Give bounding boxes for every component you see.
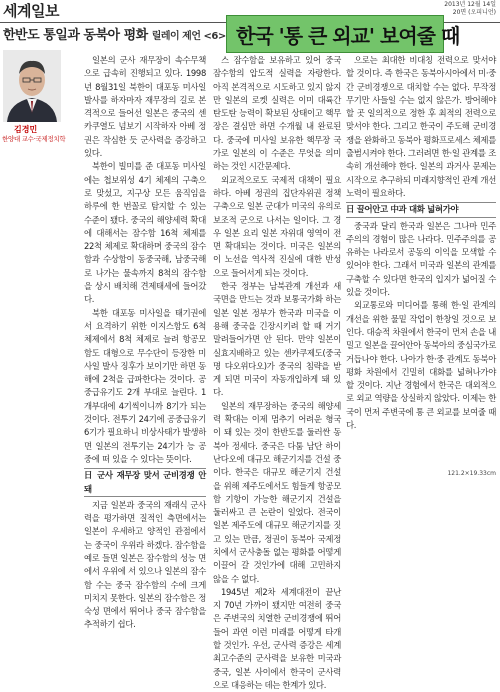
subheading-2: 日 끌어안고 中과 대화 넓혀가야 [346, 202, 496, 217]
author-photo [3, 50, 61, 122]
headline: 한국 '통 큰 외교' 보여줄 때 [236, 24, 460, 48]
paragraph: 북한 대포동 미사일을 태기권에서 요격하기 위한 이지스함도 6척 체제에서 8척 체제로 늘려 항공모함도 대형으로 무수단이 등장한 미사일 발사 징후가 보이기만 하면 동해에 2척을 급파한다는 것이다. 공중급유기도 2개 부대로 늘린다. 1개부대에 4기씩이니까 8기가 되는 것이다. 전투기 24기에 공중급유기 6기가 필요하니 비상사태가 발생하면 일본의 전투기는 24기가 능 공중에 떠 있을 수 있다는 뜻이다. [84, 307, 206, 464]
article-column-3 [346, 54, 496, 432]
series-title-text: 한반도 통일과 동북아 평화 [3, 28, 148, 43]
article-column-2 [213, 54, 341, 692]
series-relay-label: 릴레이 제언 <6> [151, 31, 226, 42]
subheading-1: 日 군사 재무장 맞서 군비경쟁 안돼 [84, 468, 206, 497]
paragraph: 한국 정부는 남북관계 개선과 새 국면을 만드는 것과 보통국가화 하는 일본 일본 정부가 한국과 미국을 이용해 중국을 긴장시키려 할 때 거기 말려들어가면 안 된다. 만약 일본이 실효지배하고 있는 센카쿠제도(중국명 댜오위다오)가 중국의 침략을 받게 되면 미국이 자동개입하게 돼 있다. [213, 281, 341, 398]
paragraph: 중국과 달리 한국과 일본은 그나마 민주주의의 경험이 많은 나라다. 민주주의를 공유하는 나라로서 공동의 이익을 모색할 수 있어야 한다. 그래서 미국과 일본의 관계를 구축할 수 있다면 한국의 입지가 넓어질 수 있을 것이다. [346, 220, 496, 298]
newspaper-masthead: 세계일보 [3, 2, 59, 20]
author-portrait-icon [3, 50, 61, 122]
author-affiliation: 한양대 교수·국제정치학 [2, 135, 66, 143]
paragraph: 으로는 최대한 비대칭 전력으로 맞서야 할 것이다. 즉 한국은 동북아시아에서 미·중 간 군비경쟁으로 대치할 수는 없다. 무작정 무기만 사들일 수는 없지 않은가. 방어해야 할 곳 일의적으로 정한 후 최적의 전력으로 맞서야 한다. 그리고 한국이 주도해 군비경쟁을 완화하고 동북아 평화프로세스 체제를 출범시켜야 한다. 그러려면 한·일 관계를 조속히 개선해야 한다. 일본의 과거사 문제는 시작으로 추구하되 미래지향적인 관계 개선 노력이 필요하다. [346, 55, 496, 198]
clipping-size-note: 121.2×19.33cm [447, 470, 496, 477]
paragraph: 지금 일본과 중국의 재래식 군사력을 평가하면 질적인 측면에서는 일본이 우세하고 양적인 관점에서는 중국이 우위라 하겠다. 잠수함을 예로 들면 일본은 잠수함의 성능 면에서 우위에 서 있으나 일본의 잠수함 수는 중국 잠수함의 수에 크게 미치지 못한다. 일본의 잠수함은 정숙성 면에서 뛰어나 중국 잠수함을 추적하기 쉽다. [84, 499, 206, 630]
paragraph: 일본의 재무장하는 중국의 해양세력 확대는 이제 멈추기 어려운 형국이 돼 있는 것이 한반도를 둘러싼 동북아 정세다. 중국은 다툼 남단 하이난다오에 대규모 해군기지를 건설 중이다. 한국은 대규모 해군기지 건설을 위해 제주도에서도 힘들게 항공모함 기항이 가능한 해군기지 건설을 둘러싸고 큰 논란이 일었다. 전국이 일본 제주도에 대규모 해군기지를 짓고 있는 만큼, 정권이 동북아 국제정치에서 군사충돌 없는 평화를 어떻게 이끌어 갈 것인가에 대해 고민하지 않을 수 없다. [213, 400, 341, 584]
paragraph: 외교통로와 미디어를 통해 한·일 관계의 개선을 위한 물밑 작업이 한창일 것으로 보인다. 대승적 차원에서 한국이 먼저 손을 내밀고 일본을 끌어안아 동북아의 중심국가로 거듭나야 한다. 나아가 한·중 관계도 동북아 평화 차원에서 긴밀히 대화를 넓혀나가야 할 것이다. 지난 경험에서 한국은 대외적으로 외교 역량을 상실하지 않았다. 이제는 한국이 먼저 주변국에 통 큰 외교를 보여줄 때다. [346, 300, 496, 431]
date-line-1: 2013년 12월 14일 [444, 1, 496, 8]
author-name: 김경민 [14, 125, 38, 134]
date-line-2: 20면 (오피니언) [452, 9, 496, 16]
paragraph: 외교적으로도 국제적 대책이 필요하다. 아베 정권의 집단자위권 정책 구축으로 일본 군대가 미국의 유의로 보조적 군으로 나서는 일이다. 그 경우 일본 요리 일본 자위대 영역이 전면 확대되는 것이다. 미국은 일본의 이 노선을 역사적 진실에 대한 반성으로 들어서게 되는 것이다. [213, 174, 341, 278]
series-title [3, 24, 226, 43]
article-column-1 [84, 54, 206, 632]
paragraph: 스 잠수함을 보유하고 있어 중국 잠수함의 압도적 실력을 자랑한다. 아직 본격적으로 시도하고 있지 않지만 일본의 로켓 실력은 이미 대륙간 탄도탄 능력이 확보된 상태이고 핵무장은 결심만 하면 수개월 내 완료된다. 중국에 미사일 보유한 핵무장 국가로 일본의 이 수준은 무엇을 의미하는 것인 시간문제다. [213, 55, 341, 172]
paragraph: 북한이 빌미를 준 대포동 미사일에는 첩보위성 4기 체제의 구축으로 맞섰고, 지구상 모든 움직임을 하루에 한 번꼴로 탐지할 수 있는 수준이 됐다. 중국의 해양세력 확대에 대해서는 잠수함 16척 체제를 22척 체제로 확대하며 중국의 잠수함과 수상함이 동중국해, 남중국해로 나가는 물속까지 8척의 잠수함을 상시 배치해 견제태세에 들어갔다. [84, 161, 206, 305]
dateline [444, 1, 496, 17]
paragraph: 일본의 군사 재무장이 속수무책으로 급속히 진행되고 있다. 1998년 8월31일 북한이 대포동 미사일 발사를 하자마자 재무장의 길로 본격적으로 들어선 일본은 중국의 센카쿠열도 넘보기 시작하자 아베 정권은 작심한 듯 군사력을 증강하고 있다. [84, 55, 206, 159]
paragraph: 1945년 제2차 세계대전이 끝난 지 70년 가까이 됐지만 여전히 중국은 주변국의 치열한 군비경쟁에 뛰어들어 과연 이런 미래를 어떻게 타개할 것인가. 우선, 군사력 증강은 세계 최고수준의 군사력을 보유한 미국과 중국, 일본 사이에서 한국이 군사력으로 대응하는 데는 한계가 있다. [213, 586, 341, 690]
